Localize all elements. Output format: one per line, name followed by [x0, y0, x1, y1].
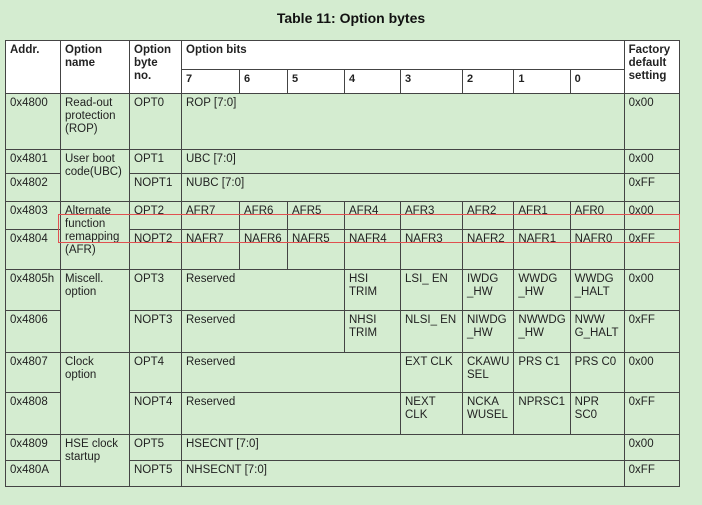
option-byte-cell: OPT1: [130, 150, 182, 174]
bit-cell: NAFR3: [401, 230, 463, 270]
addr-cell: 0x480A: [6, 461, 61, 487]
option-name-header: Option name: [61, 41, 130, 94]
default-cell: 0xFF: [624, 230, 679, 270]
bit-1-header: 1: [514, 70, 570, 94]
header-row: [6, 41, 680, 70]
bit-4-header: 4: [345, 70, 401, 94]
bit-cell: IWDG _HW: [463, 270, 514, 311]
option-name-cell: Clock option: [61, 353, 130, 435]
table-row: [6, 150, 680, 174]
option-name-cell: Read-out protection (ROP): [61, 94, 130, 150]
option-name-cell: User boot code(UBC): [61, 150, 130, 202]
reserved-cell: Reserved: [182, 270, 345, 311]
default-cell: 0xFF: [624, 174, 679, 202]
bit-cell: AFR3: [401, 202, 463, 230]
bit-cell: AFR7: [182, 202, 240, 230]
bit-cell: AFR6: [240, 202, 288, 230]
option-byte-cell: NOPT5: [130, 461, 182, 487]
addr-cell: 0x4803: [6, 202, 61, 230]
table-row: [6, 435, 680, 461]
bit-cell: AFR1: [514, 202, 570, 230]
option-byte-cell: OPT2: [130, 202, 182, 230]
table-row: [6, 270, 680, 311]
bit-3-header: 3: [401, 70, 463, 94]
default-cell: 0x00: [624, 270, 679, 311]
addr-cell: 0x4804: [6, 230, 61, 270]
bit-cell: WWDG _HALT: [570, 270, 624, 311]
option-name-cell: Miscell. option: [61, 270, 130, 353]
bit-2-header: 2: [463, 70, 514, 94]
table-row: [6, 353, 680, 393]
table-row: [6, 202, 680, 230]
bit-cell: NAFR1: [514, 230, 570, 270]
option-byte-cell: NOPT3: [130, 311, 182, 353]
bit-cell: EXT CLK: [401, 353, 463, 393]
table-title: Table 11: Option bytes: [276, 10, 426, 26]
option-byte-cell: OPT0: [130, 94, 182, 150]
addr-cell: 0x4805h: [6, 270, 61, 311]
default-cell: 0xFF: [624, 311, 679, 353]
default-cell: 0x00: [624, 150, 679, 174]
bit-cell: NIWDG _HW: [463, 311, 514, 353]
bit-cell: NLSI_ EN: [401, 311, 463, 353]
bits-cell: NUBC [7:0]: [182, 174, 625, 202]
reserved-cell: Reserved: [182, 393, 401, 435]
addr-cell: 0x4806: [6, 311, 61, 353]
addr-cell: 0x4807: [6, 353, 61, 393]
option-name-cell: Alternate function remapping (AFR): [61, 202, 130, 270]
option-byte-cell: NOPT4: [130, 393, 182, 435]
table-row: [6, 94, 680, 150]
default-cell: 0xFF: [624, 393, 679, 435]
bit-cell: NAFR6: [240, 230, 288, 270]
reserved-cell: Reserved: [182, 353, 401, 393]
bit-cell: AFR4: [345, 202, 401, 230]
option-byte-cell: NOPT2: [130, 230, 182, 270]
default-cell: 0x00: [624, 435, 679, 461]
bits-cell: NHSECNT [7:0]: [182, 461, 625, 487]
bit-cell: NWWDG _HW: [514, 311, 570, 353]
option-bytes-table: [5, 40, 680, 487]
default-cell: 0xFF: [624, 461, 679, 487]
bit-cell: AFR0: [570, 202, 624, 230]
default-cell: 0x00: [624, 353, 679, 393]
option-bits-header: Option bits: [182, 41, 625, 70]
bit-cell: NAFR7: [182, 230, 240, 270]
bit-cell: WWDG _HW: [514, 270, 570, 311]
bit-cell: CKAWU SEL: [463, 353, 514, 393]
bit-cell: PRS C1: [514, 353, 570, 393]
bit-cell: NEXT CLK: [401, 393, 463, 435]
factory-default-header: Factory default setting: [624, 41, 679, 94]
addr-cell: 0x4801: [6, 150, 61, 174]
bit-cell: NAFR4: [345, 230, 401, 270]
option-byte-header: Option byte no.: [130, 41, 182, 94]
bit-cell: AFR2: [463, 202, 514, 230]
option-byte-cell: OPT4: [130, 353, 182, 393]
bit-cell: NCKA WUSEL: [463, 393, 514, 435]
bit-cell: NAFR5: [288, 230, 345, 270]
bit-cell: NPR SC0: [570, 393, 624, 435]
bit-0-header: 0: [570, 70, 624, 94]
option-byte-cell: OPT5: [130, 435, 182, 461]
default-cell: 0x00: [624, 94, 679, 150]
bit-cell: NAFR2: [463, 230, 514, 270]
bit-7-header: 7: [182, 70, 240, 94]
bit-cell: NHSI TRIM: [345, 311, 401, 353]
option-byte-cell: NOPT1: [130, 174, 182, 202]
option-byte-cell: OPT3: [130, 270, 182, 311]
bit-cell: NWW G_HALT: [570, 311, 624, 353]
default-cell: 0x00: [624, 202, 679, 230]
bit-6-header: 6: [240, 70, 288, 94]
addr-cell: 0x4808: [6, 393, 61, 435]
bit-cell: PRS C0: [570, 353, 624, 393]
addr-cell: 0x4800: [6, 94, 61, 150]
option-name-cell: HSE clock startup: [61, 435, 130, 487]
bit-cell: NPRSC1: [514, 393, 570, 435]
addr-header: Addr.: [6, 41, 61, 94]
bit-cell: NAFR0: [570, 230, 624, 270]
bits-cell: UBC [7:0]: [182, 150, 625, 174]
bits-cell: ROP [7:0]: [182, 94, 625, 150]
addr-cell: 0x4809: [6, 435, 61, 461]
reserved-cell: Reserved: [182, 311, 345, 353]
bit-5-header: 5: [288, 70, 345, 94]
bit-cell: HSI TRIM: [345, 270, 401, 311]
bit-cell: LSI_ EN: [401, 270, 463, 311]
bits-cell: HSECNT [7:0]: [182, 435, 625, 461]
addr-cell: 0x4802: [6, 174, 61, 202]
bit-cell: AFR5: [288, 202, 345, 230]
